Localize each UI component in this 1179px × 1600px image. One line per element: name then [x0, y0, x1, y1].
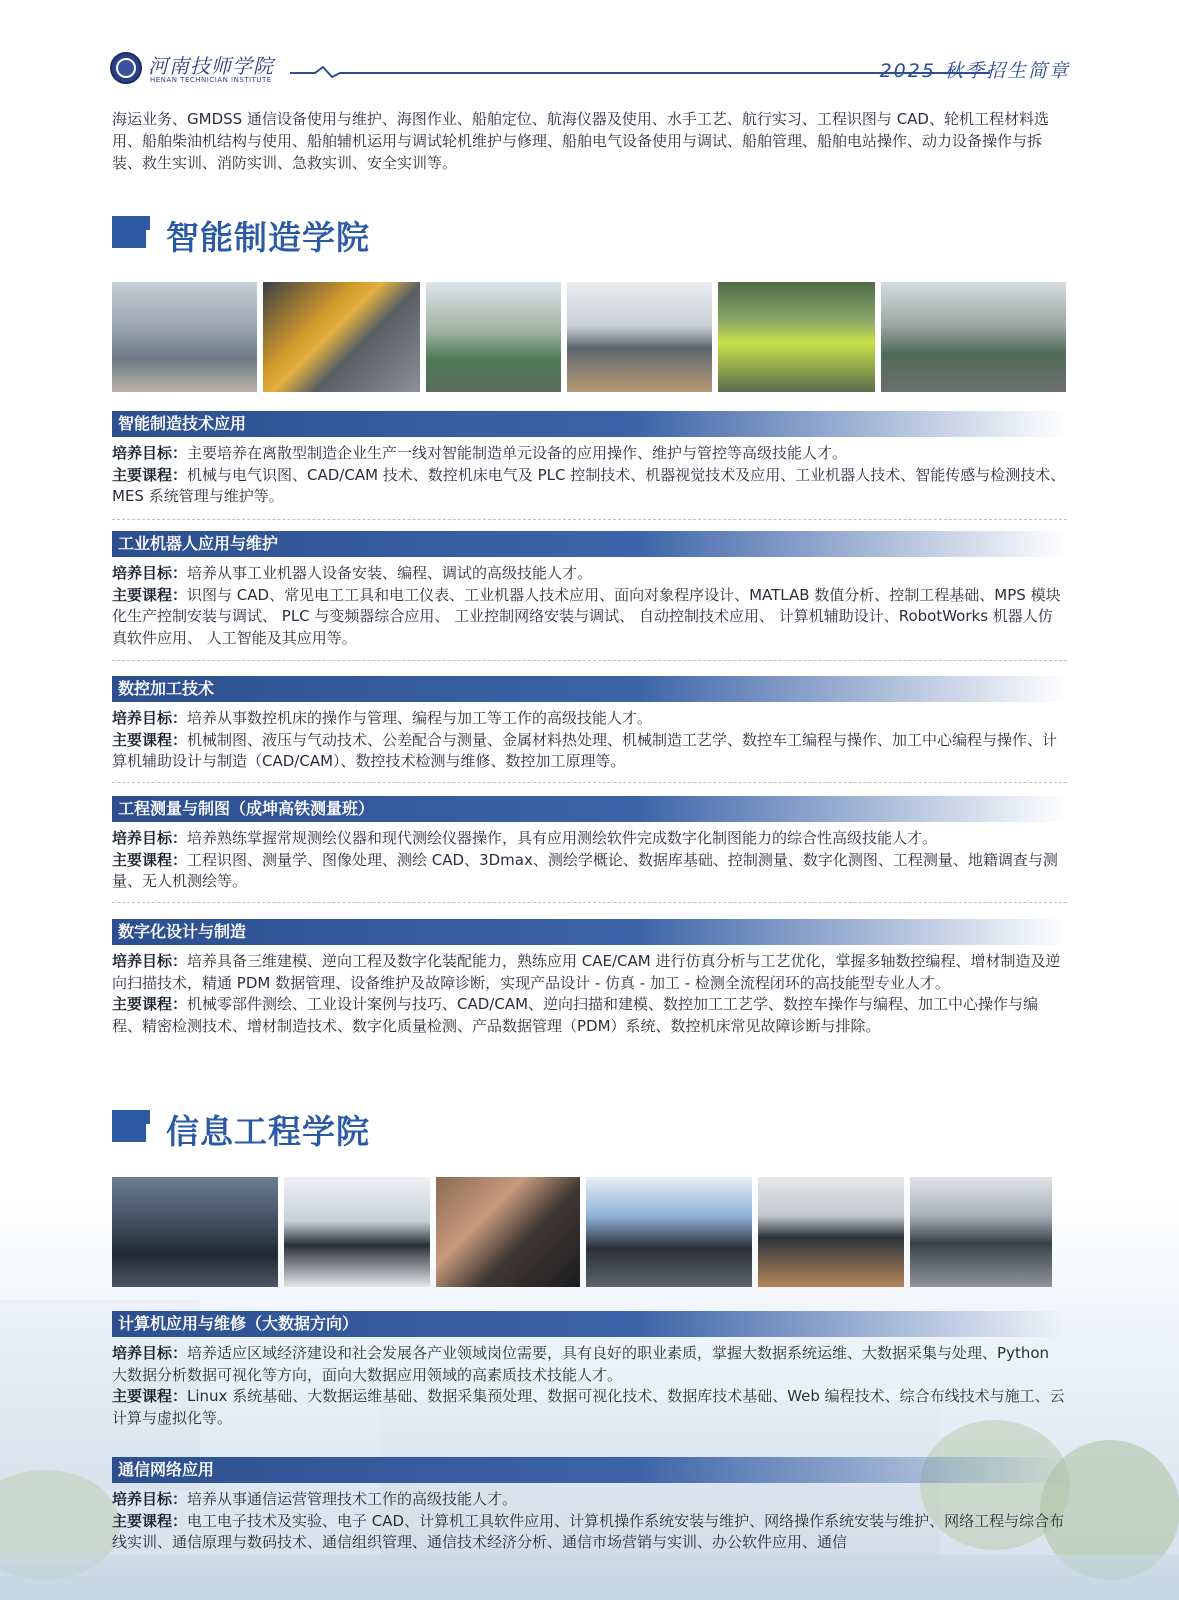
program-block	[112, 411, 1067, 508]
program-block	[112, 919, 1067, 1037]
course-label: 主要课程：	[112, 850, 188, 869]
program-title: 通信网络应用	[112, 1457, 1067, 1483]
goal-label: 培养目标：	[112, 952, 188, 970]
dashed-divider	[112, 902, 1067, 903]
intro-paragraph: 海运业务、GMDSS 通信设备使用与维护、海图作业、船舶定位、航海仪器及使用、水手工艺、航行实习、工程识图与 CAD、轮机工程材料选用、船舶柴油机结构与使用、船舶辅机运用与调试轮机维护与修理、船舶电气设备使用与调试、船舶管理、船舶电站操作、动力设备操作与拆装、救生实训、消防实训、急救实训、安全实训等。	[112, 110, 1049, 172]
photo	[910, 1177, 1052, 1287]
course-text: 识图与 CAD、常见电工工具和电工仪表、工业机器人技术应用、面向对象程序设计、MATLAB 数值分析、控制工程基础、MPS 模块化生产控制安装与调试、 PLC 与变频器综合应用、 工业控制网络安装与调试、 自动控制技术应用、 计算机辅助设计、RobotWorks 机器人仿真软件应用、 人工智能及其应用等。	[112, 585, 1061, 647]
program-title: 计算机应用与维修（大数据方向）	[112, 1311, 1067, 1337]
school-name-en: HENAN TECHNICIAN INSTITUTE	[150, 76, 272, 84]
goal-label: 培养目标：	[112, 564, 188, 582]
program-block	[112, 531, 1067, 649]
photo	[284, 1177, 430, 1287]
water-illustration	[0, 1555, 1179, 1600]
goal-text: 培养熟练掌握常规测绘仪器和现代测绘仪器操作，具有应用测绘软件完成数字化制图能力的综合性高级技能人才。	[187, 829, 938, 847]
course-text: Linux 系统基础、大数据运维基础、数据采集预处理、数据可视化技术、数据库技术基础、Web 编程技术、综合布线技术与施工、云计算与虚拟化等。	[112, 1387, 1065, 1427]
course-label: 主要课程：	[112, 1511, 188, 1530]
course-label: 主要课程：	[112, 465, 188, 484]
photo	[436, 1177, 580, 1287]
school-name: 河南技师学院	[148, 54, 274, 78]
photo	[718, 282, 875, 392]
photo	[758, 1177, 904, 1287]
photo	[263, 282, 420, 392]
goal-text: 培养从事数控机床的操作与管理、编程与加工等工作的高级技能人才。	[187, 709, 653, 727]
program-body	[112, 1343, 1067, 1429]
photo	[112, 1177, 278, 1287]
goal-label: 培养目标：	[112, 829, 188, 847]
program-title: 智能制造技术应用	[112, 411, 1067, 437]
goal-label: 培养目标：	[112, 1490, 188, 1508]
dashed-divider	[112, 519, 1067, 520]
photo-strip	[112, 282, 1066, 392]
program-block	[112, 1457, 1067, 1554]
program-body	[112, 1489, 1067, 1554]
program-block	[112, 676, 1067, 773]
program-body	[112, 443, 1067, 508]
program-title: 数字化设计与制造	[112, 919, 1067, 945]
goal-label: 培养目标：	[112, 1344, 188, 1362]
photo	[881, 282, 1066, 392]
program-body	[112, 828, 1067, 893]
course-text: 工程识图、测量学、图像处理、测绘 CAD、3Dmax、测绘学概论、数据库基础、控制测量、数字化测图、工程测量、地籍调查与测量、无人机测绘等。	[112, 850, 1058, 890]
school-seal-icon	[110, 52, 142, 84]
course-text: 机械零部件测绘、工业设计案例与技巧、CAD/CAM、逆向扫描和建模、数控加工工艺学、数控车操作与编程、加工中心操作与编程、精密检测技术、增材制造技术、数字化质量检测、产品数据管理（PDM）系统、数控机床常见故障诊断与排除。	[112, 995, 1039, 1035]
photo	[567, 282, 712, 392]
program-title: 数控加工技术	[112, 676, 1067, 702]
goal-text: 培养从事工业机器人设备安装、编程、调试的高级技能人才。	[187, 564, 593, 582]
course-label: 主要课程：	[112, 995, 188, 1013]
photo	[426, 282, 561, 392]
brochure-page: 河南技师学院 HENAN TECHNICIAN INSTITUTE 2025 秋季招生简章 海运业务、GMDSS 通信设备使用与维护、海图作业、船舶定位、航海仪器及使用、水手工艺、航行实习、工程识图与 CAD、轮机工程材料选用、船舶柴油机结构与使用、船舶辅机运用与调试轮机维护与修理、船舶电气设备使用与调试、船舶管理、船舶电站操作、动力设备操作与拆装、救生实训、消防实训、急救实训、安全实训等。 智能制造学院 智能制造技术应用 培养目标：主要培养在离散型制造企业生产一线对智能制造单元设备的应用操作、维护与管控等高级技能人才。 主要课程：机械与电气识图、CAD/CAM 技术、数控机床电气及 PLC 控制技术、机器视觉技术及应用、工业机器人技术、智能传感与检测技术、MES 系统管理与维护等。 工业机器人应用与维护 培养目标：培养从事工业机器人设备安装、编程、调试的高级技能人才。 主要课程：识图与 CAD、常见电工工具和电工仪表、工业机器人技术应用、面向对象程序设计、MATLAB 数值分析、控制工程基础、MPS 模块化生产控制安装与调试、 PLC 与变频器综合应用、 工业控制网络安装与调试、 自动控制技术应用、 计算机辅助设计、RobotWorks 机器人仿真软件应用、 人工智能及其应用等。 数控加工技术 培养目标：培养从事数控机床的操作与管理、编程与加工等工作的高级技能人才。 主要课程：机械制图、液压与气动技术、公差配合与测量、金属材料热处理、机械制造工艺学、数控车工编程与操作、加工中心编程与操作、计算机辅助设计与制造（CAD/CAM）、数控技术检测与维修、数控加工原理等。 工程测量与制图（成坤高铁测量班） 培养目标：培养熟练掌握常规测绘仪器和现代测绘仪器操作，具有应用测绘软件完成数字化制图能力的综合性高级技能人才。 主要课程：工程识图、测量学、图像处理、测绘 CAD、3Dmax、测绘学概论、数据库基础、控制测量、数字化测图、工程测量、地籍调查与测量、无人机测绘等。 数字化设计与制造 培养目标：培养具备三维建模、逆向工程及数字化装配能力，熟练应用 CAE/CAM 进行仿真分析与工艺优化，掌握多轴数控编程、增材制造及逆向扫描技术，精通 PDM 数据管理、设备维护及故障诊断，实现产品设计 - 仿真 - 加工 - 检测全流程闭环的高技能型专业人才。 主要课程：机械零部件测绘、工业设计案例与技巧、CAD/CAM、逆向扫描和建模、数控加工工艺学、数控车操作与编程、加工中心操作与编程、精密检测技术、增材制造技术、数字化质量检测、产品数据管理（PDM）系统、数控机床常见故障诊断与排除。 信息工程学院 计算机应用与维修（大数据方向） 培养目标：培养适应区域经济建设和社会发展各产业领域岗位需要，具有良好的职业素质，掌握大数据系统运维、大数据采集与处理、Python 大数据分析数据可视化等方向，面向大数据应用领域的高素质技术技能人才。 主要课程：Linux 系统基础、大数据运维基础、数据采集预处理、数据可视化技术、数据库技术基础、Web 编程技术、综合布线技术与施工、云计算与虚拟化等。 通信网络应用 培养目标：培养从事通信运营管理技术工作的高级技能人才。 主要课程：电工电子技术及实验、电子 CAD、计算机工具软件应用、计算机操作系统安装与维护、网络操作系统安装与维护、网络工程与综合布线实训、通信原理与数码技术、通信组织管理、通信技术经济分析、通信市场营销与实训、办公软件应用、通信	[0, 0, 1179, 1600]
section-marker-icon	[112, 216, 150, 248]
goal-label: 培养目标：	[112, 709, 188, 727]
goal-text: 培养具备三维建模、逆向工程及数字化装配能力，熟练应用 CAE/CAM 进行仿真分析与工艺优化，掌握多轴数控编程、增材制造及逆向扫描技术，精通 PDM 数据管理、设备维护及故障诊断，实现产品设计 - 仿真 - 加工 - 检测全流程闭环的高技能型专业人才。	[112, 952, 1061, 992]
program-body	[112, 951, 1067, 1037]
dashed-divider	[112, 660, 1067, 661]
brochure-title: 2025 秋季招生简章	[879, 60, 1070, 82]
program-title: 工业机器人应用与维护	[112, 531, 1067, 557]
course-text: 机械与电气识图、CAD/CAM 技术、数控机床电气及 PLC 控制技术、机器视觉技术及应用、工业机器人技术、智能传感与检测技术、MES 系统管理与维护等。	[112, 465, 1066, 505]
program-block	[112, 796, 1067, 893]
goal-text: 主要培养在离散型制造企业生产一线对智能制造单元设备的应用操作、维护与管控等高级技能人才。	[187, 444, 848, 462]
course-label: 主要课程：	[112, 730, 188, 749]
program-body	[112, 563, 1067, 649]
program-body	[112, 708, 1067, 773]
course-label: 主要课程：	[112, 1387, 188, 1405]
goal-label: 培养目标：	[112, 444, 188, 462]
photo-strip	[112, 1177, 1066, 1287]
photo	[586, 1177, 752, 1287]
program-block	[112, 1311, 1067, 1429]
course-text: 电工电子技术及实验、电子 CAD、计算机工具软件应用、计算机操作系统安装与维护、网络操作系统安装与维护、网络工程与综合布线实训、通信原理与数码技术、通信组织管理、通信技术经济分析、通信市场营销与实训、办公软件应用、通信	[112, 1511, 1065, 1551]
course-label: 主要课程：	[112, 585, 188, 604]
course-text: 机械制图、液压与气动技术、公差配合与测量、金属材料热处理、机械制造工艺学、数控车工编程与操作、加工中心编程与操作、计算机辅助设计与制造（CAD/CAM）、数控技术检测与维修、数控加工原理等。	[112, 730, 1058, 770]
program-title: 工程测量与制图（成坤高铁测量班）	[112, 796, 1067, 822]
goal-text: 培养适应区域经济建设和社会发展各产业领域岗位需要，具有良好的职业素质，掌握大数据系统运维、大数据采集与处理、Python 大数据分析数据可视化等方向，面向大数据应用领域的高素质技术技能人才。	[112, 1344, 1050, 1384]
page-header	[110, 50, 1070, 90]
goal-text: 培养从事通信运营管理技术工作的高级技能人才。	[187, 1490, 518, 1508]
section-marker-icon	[112, 1110, 150, 1142]
photo	[112, 282, 257, 392]
dashed-divider	[112, 782, 1067, 783]
